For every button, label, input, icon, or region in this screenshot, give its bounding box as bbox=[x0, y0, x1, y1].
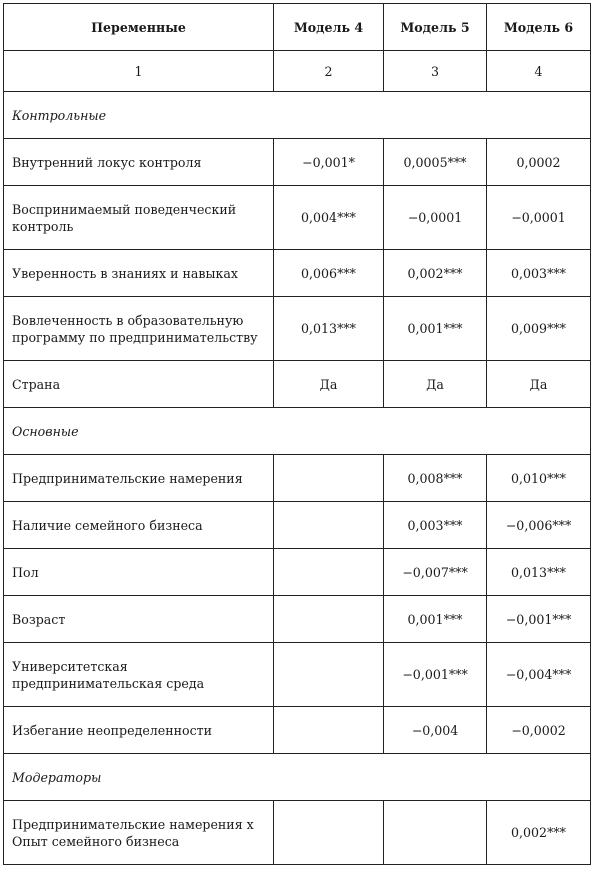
row-label: Пол bbox=[4, 549, 274, 596]
cell-model-4: −0,001* bbox=[274, 139, 384, 186]
cell-model-4 bbox=[274, 502, 384, 549]
section-title: Основные bbox=[4, 408, 591, 455]
table-row bbox=[4, 250, 591, 297]
header-variables: Переменные bbox=[4, 4, 274, 51]
regression-table bbox=[3, 3, 591, 865]
cell-model-5: −0,001*** bbox=[384, 643, 487, 707]
table-row bbox=[4, 361, 591, 408]
header-row bbox=[4, 4, 591, 51]
cell-model-4: Да bbox=[274, 361, 384, 408]
header-model-6: Модель 6 bbox=[487, 4, 591, 51]
cell-model-6: −0,0001 bbox=[487, 186, 591, 250]
section-title: Модераторы bbox=[4, 754, 591, 801]
table-row bbox=[4, 643, 591, 707]
cell-model-5: 0,003*** bbox=[384, 502, 487, 549]
row-label: Наличие семейного бизнеса bbox=[4, 502, 274, 549]
table-row bbox=[4, 297, 591, 361]
cell-model-4 bbox=[274, 707, 384, 754]
cell-model-5: 0,0005*** bbox=[384, 139, 487, 186]
cell-model-5: 0,001*** bbox=[384, 596, 487, 643]
cell-model-5: 0,002*** bbox=[384, 250, 487, 297]
table-row bbox=[4, 549, 591, 596]
column-number: 2 bbox=[274, 51, 384, 92]
cell-model-5: −0,004 bbox=[384, 707, 487, 754]
cell-model-4 bbox=[274, 455, 384, 502]
cell-model-6: 0,009*** bbox=[487, 297, 591, 361]
column-number-row bbox=[4, 51, 591, 92]
cell-model-4 bbox=[274, 643, 384, 707]
section-row-controls bbox=[4, 92, 591, 139]
cell-model-4: 0,004*** bbox=[274, 186, 384, 250]
section-row-main bbox=[4, 408, 591, 455]
cell-model-4 bbox=[274, 596, 384, 643]
column-number: 1 bbox=[4, 51, 274, 92]
cell-model-5: 0,008*** bbox=[384, 455, 487, 502]
header-model-4: Модель 4 bbox=[274, 4, 384, 51]
table-row bbox=[4, 596, 591, 643]
row-label: Предпринимательские намерения bbox=[4, 455, 274, 502]
cell-model-4: 0,006*** bbox=[274, 250, 384, 297]
row-label: Внутренний локус контроля bbox=[4, 139, 274, 186]
cell-model-5 bbox=[384, 801, 487, 865]
table-row bbox=[4, 707, 591, 754]
row-label: Предпринимательские намерения x Опыт семейного бизнеса bbox=[4, 801, 274, 865]
table-row bbox=[4, 455, 591, 502]
row-label: Вовлеченность в образовательную программу по предпринимательству bbox=[4, 297, 274, 361]
cell-model-4 bbox=[274, 549, 384, 596]
cell-model-6: 0,003*** bbox=[487, 250, 591, 297]
row-label: Воспринимаемый поведенческий контроль bbox=[4, 186, 274, 250]
cell-model-6: −0,006*** bbox=[487, 502, 591, 549]
column-number: 4 bbox=[487, 51, 591, 92]
table-row bbox=[4, 186, 591, 250]
cell-model-5: −0,0001 bbox=[384, 186, 487, 250]
row-label: Уверенность в знаниях и навыках bbox=[4, 250, 274, 297]
row-label: Избегание неопределенности bbox=[4, 707, 274, 754]
table-row bbox=[4, 502, 591, 549]
cell-model-6: 0,010*** bbox=[487, 455, 591, 502]
table-row bbox=[4, 139, 591, 186]
cell-model-6: 0,013*** bbox=[487, 549, 591, 596]
cell-model-6: −0,004*** bbox=[487, 643, 591, 707]
row-label: Университетская предпринимательская среда bbox=[4, 643, 274, 707]
row-label: Возраст bbox=[4, 596, 274, 643]
cell-model-6: 0,0002 bbox=[487, 139, 591, 186]
cell-model-5: Да bbox=[384, 361, 487, 408]
cell-model-4 bbox=[274, 801, 384, 865]
cell-model-6: −0,001*** bbox=[487, 596, 591, 643]
header-model-5: Модель 5 bbox=[384, 4, 487, 51]
section-row-moderators bbox=[4, 754, 591, 801]
column-number: 3 bbox=[384, 51, 487, 92]
cell-model-4: 0,013*** bbox=[274, 297, 384, 361]
table-row bbox=[4, 801, 591, 865]
row-label: Страна bbox=[4, 361, 274, 408]
cell-model-5: −0,007*** bbox=[384, 549, 487, 596]
cell-model-6: Да bbox=[487, 361, 591, 408]
cell-model-6: −0,0002 bbox=[487, 707, 591, 754]
section-title: Контрольные bbox=[4, 92, 591, 139]
cell-model-6: 0,002*** bbox=[487, 801, 591, 865]
cell-model-5: 0,001*** bbox=[384, 297, 487, 361]
